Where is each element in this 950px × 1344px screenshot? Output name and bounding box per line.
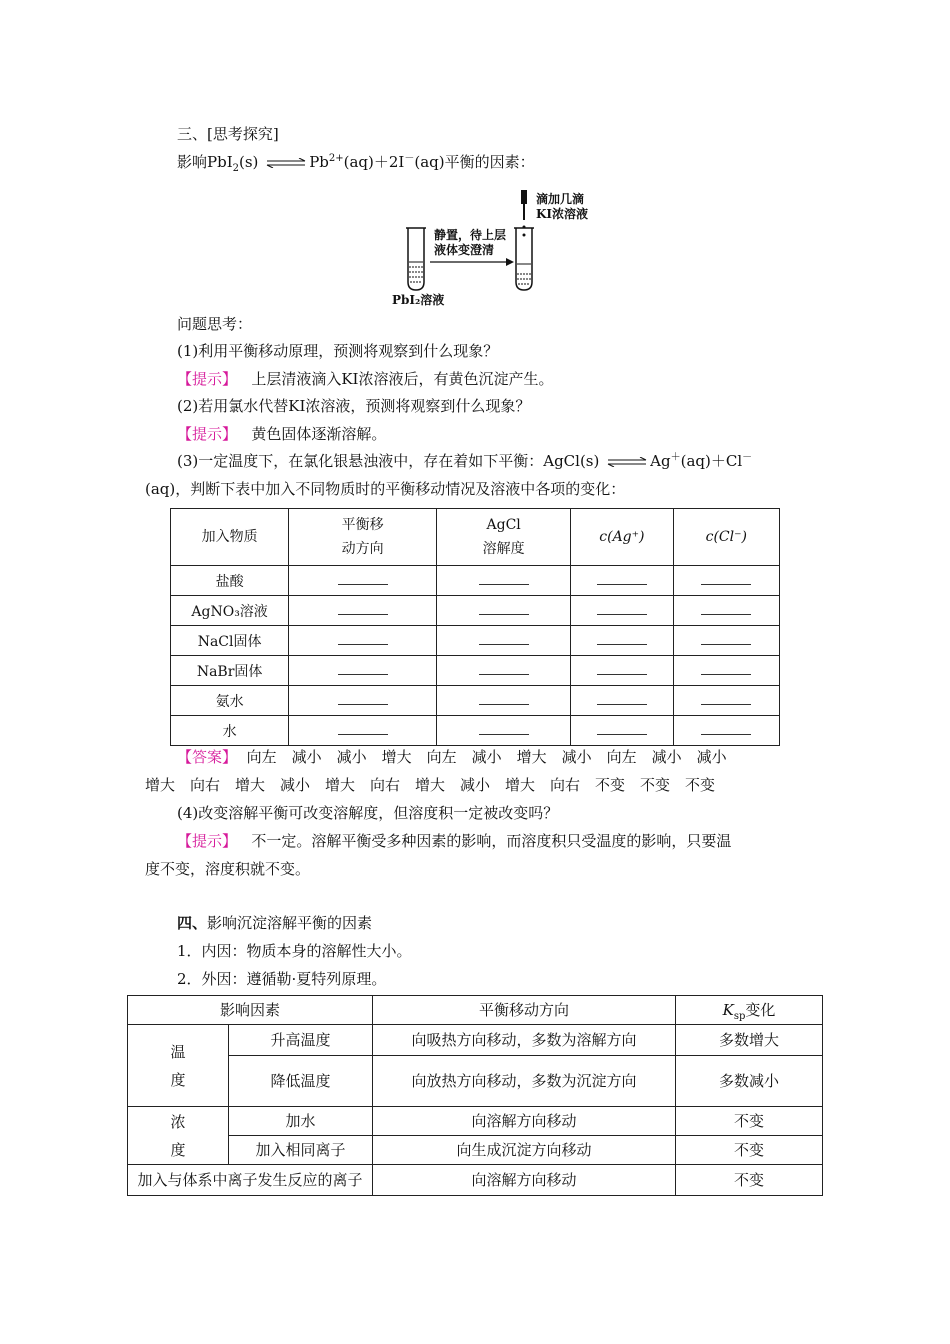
answer-blank [338, 572, 388, 585]
answer-blank [701, 572, 751, 585]
answer-blank [597, 602, 647, 615]
section4-item2: 2．外因：遵循勒·夏特列原理。 [177, 970, 387, 988]
answer-4: 【提示】 不一定。溶解平衡受多种因素的影响，而溶度积只受温度的影响，只要温 [177, 832, 732, 850]
row-substance: NaCl固体 [171, 626, 289, 656]
section4-item1: 1．内因：物质本身的溶解性大小。 [177, 942, 412, 960]
table-row [171, 596, 780, 626]
table-header-row [171, 509, 780, 566]
questions-title: 问题思考： [177, 315, 253, 333]
row-factor: 加入相同离子 [229, 1136, 373, 1165]
question-3-cont: (aq)，判断下表中加入不同物质时的平衡移动情况及溶液中各项的变化： [145, 480, 626, 498]
row-direction: 向生成沉淀方向移动 [373, 1136, 676, 1165]
col-header-ag: c(Ag⁺) [571, 509, 673, 566]
answer-blank [597, 662, 647, 675]
answer-3: 【答案】 向左 减小 减小 增大 向左 减小 增大 减小 向左 减小 减小 [177, 748, 727, 766]
col-header-substance: 加入物质 [171, 509, 289, 566]
table-row [171, 716, 780, 746]
row-ksp: 不变 [676, 1165, 823, 1196]
row-direction: 向吸热方向移动，多数为溶解方向 [373, 1025, 676, 1056]
answer-blank [338, 632, 388, 645]
equilibrium-arrow-icon [265, 158, 307, 168]
row-substance: NaBr固体 [171, 656, 289, 686]
row-substance: 氨水 [171, 686, 289, 716]
hint-label: 【提示】 [177, 425, 238, 443]
group-concentration: 浓 度 [128, 1107, 229, 1165]
arrow-label: 静置，待上层 液体变澄清 [434, 228, 507, 257]
row-ksp: 不变 [676, 1107, 823, 1136]
answer-blank [597, 572, 647, 585]
row-substance: 盐酸 [171, 566, 289, 596]
answer-3-cont: 增大 向右 增大 减小 增大 向右 增大 减小 增大 向右 不变 不变 不变 [145, 776, 716, 794]
col-header-direction: 平衡移 动方向 [289, 509, 437, 566]
table-row [128, 1056, 823, 1107]
table-row [171, 686, 780, 716]
row-factor: 升高温度 [229, 1025, 373, 1056]
dropper-label: 滴加几滴 KI浓溶液 [536, 192, 589, 221]
answer-blank [338, 602, 388, 615]
col-header-factor: 影响因素 [128, 996, 373, 1025]
answer-blank [479, 722, 529, 735]
answer-1: 【提示】 上层清液滴入KI浓溶液后，有黄色沉淀产生。 [177, 370, 554, 388]
row-factor: 降低温度 [229, 1056, 373, 1107]
question-3: (3)一定温度下，在氯化银悬浊液中，存在着如下平衡：AgCl(s) Ag＋(aq)＋Cl－ [177, 452, 753, 470]
col-header-solubility: AgCl 溶解度 [437, 509, 571, 566]
question-4: (4)改变溶解平衡可改变溶解度，但溶度积一定被改变吗？ [177, 804, 559, 822]
section3-heading: 三、[思考探究] [177, 125, 279, 143]
answer-blank [479, 662, 529, 675]
answer-blank [701, 722, 751, 735]
answer-blank [701, 632, 751, 645]
col-header-direction: 平衡移动方向 [373, 996, 676, 1025]
table-row [171, 566, 780, 596]
table-row [128, 1107, 823, 1136]
table-row [128, 1136, 823, 1165]
row-factor: 加水 [229, 1107, 373, 1136]
answer-blank [597, 632, 647, 645]
question-2: (2)若用氯水代替KI浓溶液，预测将观察到什么现象？ [177, 397, 531, 415]
row-ksp: 不变 [676, 1136, 823, 1165]
row-direction: 向放热方向移动，多数为沉淀方向 [373, 1056, 676, 1107]
answer-2: 【提示】 黄色固体逐渐溶解。 [177, 425, 387, 443]
equilibrium-arrow-icon [606, 457, 648, 467]
answer-blank [479, 602, 529, 615]
experiment-figure [388, 190, 598, 305]
row-direction: 向溶解方向移动 [373, 1107, 676, 1136]
table-row [128, 1165, 823, 1196]
answer-blank [338, 662, 388, 675]
answer-blank [338, 692, 388, 705]
row-ksp: 多数增大 [676, 1025, 823, 1056]
answer-blank [479, 632, 529, 645]
hint-label: 【提示】 [177, 832, 238, 850]
answer-blank [597, 692, 647, 705]
answer-blank [479, 572, 529, 585]
table-header-row [128, 996, 823, 1025]
row-factor: 加入与体系中离子发生反应的离子 [128, 1165, 373, 1196]
answer-label: 【答案】 [177, 748, 238, 766]
answer-blank [701, 602, 751, 615]
table-row [171, 656, 780, 686]
answer-blank [338, 722, 388, 735]
row-substance: 水 [171, 716, 289, 746]
answer-blank [597, 722, 647, 735]
group-temperature: 温 度 [128, 1025, 229, 1107]
section4-heading: 四、影响沉淀溶解平衡的因素 [177, 914, 373, 932]
table-row [171, 626, 780, 656]
col-header-ksp: $K_{sp}$变化 [676, 996, 823, 1025]
row-direction: 向溶解方向移动 [373, 1165, 676, 1196]
factors-table [127, 995, 823, 1196]
silver-chloride-table [170, 508, 780, 746]
answer-blank [701, 692, 751, 705]
tube-label: PbI₂溶液 [392, 293, 445, 307]
equilibrium-intro: 影响PbI$_2$(s) $Pb^{2+}(aq)+2I^-(aq)$平衡的因素： [177, 153, 535, 174]
col-header-cl: c(Cl⁻) [673, 509, 779, 566]
row-ksp: 多数减小 [676, 1056, 823, 1107]
row-substance: AgNO₃溶液 [171, 596, 289, 626]
answer-4-cont: 度不变，溶度积就不变。 [145, 860, 311, 878]
table-row [128, 1025, 823, 1056]
question-1: (1)利用平衡移动原理，预测将观察到什么现象？ [177, 342, 499, 360]
answer-blank [701, 662, 751, 675]
hint-label: 【提示】 [177, 370, 238, 388]
answer-blank [479, 692, 529, 705]
